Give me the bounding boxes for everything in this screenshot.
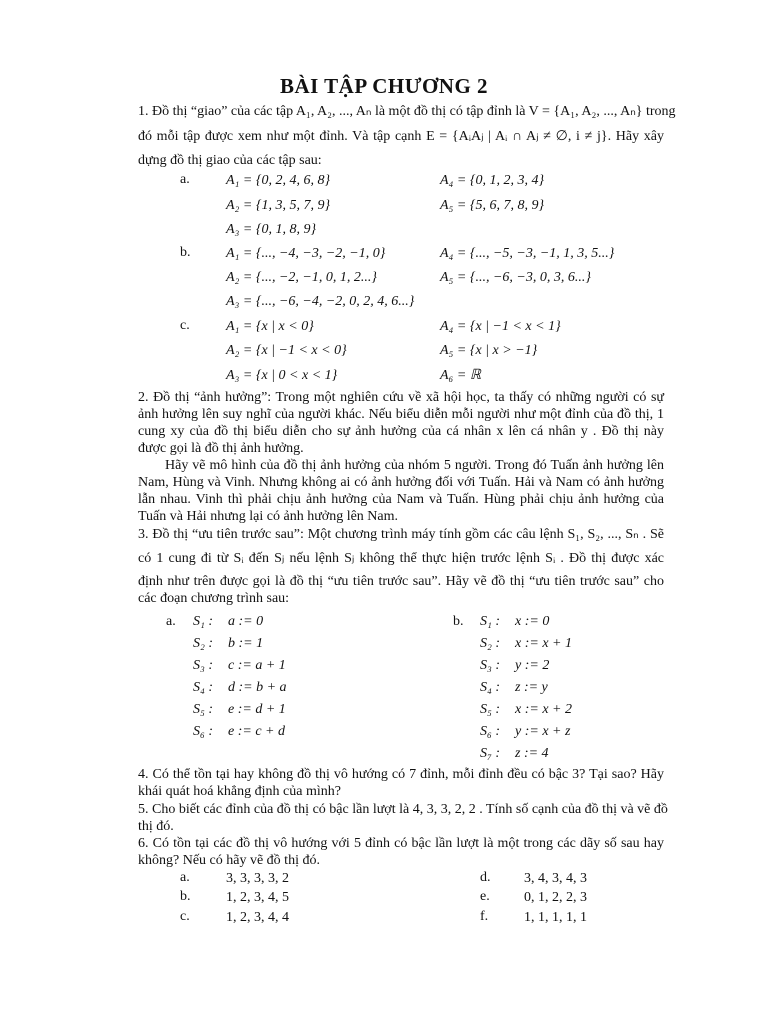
ex1-c-label: c. <box>180 318 190 333</box>
ex6-f-value: 1, 1, 1, 1, 1 <box>524 910 587 925</box>
ex6-b-value: 1, 2, 3, 4, 5 <box>226 890 289 905</box>
ex3-b-s6-name: S₆ : <box>480 724 501 739</box>
ex6-a-label: a. <box>180 870 190 885</box>
ex1-line-2: đó mỗi tập được xem như một đỉnh. Và tập cạnh E = {AᵢAⱼ | Aᵢ ∩ Aⱼ ≠ ∅, i ≠ j}. Hãy xây <box>138 129 664 144</box>
ex3-b-label: b. <box>453 614 464 629</box>
ex6-b-label: b. <box>180 889 191 904</box>
ex3-a-s4-name: S₄ : <box>193 680 214 695</box>
ex3-b-s7-expr: z := 4 <box>515 746 549 761</box>
ex1-a-label: a. <box>180 172 190 187</box>
ex1-a-set-1: A₁ = {0, 2, 4, 6, 8} <box>226 173 331 188</box>
page-title: BÀI TẬP CHƯƠNG 2 <box>279 74 489 98</box>
ex6-e-label: e. <box>480 889 490 904</box>
ex2-line-2: ảnh hưởng lên suy nghĩ của người khác. Nếu biểu diễn mỗi người như một đỉnh của đồ thị, 1 <box>138 407 664 422</box>
ex2-line-7: lẫn nhau. Vinh thì phải chịu ảnh hưởng của Nam và Tuấn. Hùng phải chịu ảnh hưởng của <box>138 492 664 507</box>
ex1-b-label: b. <box>180 245 191 260</box>
ex3-b-s3-name: S₃ : <box>480 658 501 673</box>
ex6-f-label: f. <box>480 909 489 924</box>
ex1-b-set-2: A₂ = {..., −2, −1, 0, 1, 2...} <box>226 270 377 285</box>
ex1-a-set-2: A₂ = {1, 3, 5, 7, 9} <box>226 198 331 213</box>
ex6-e-value: 0, 1, 2, 2, 3 <box>524 890 587 905</box>
ex3-b-s1-expr: x := 0 <box>515 614 550 629</box>
ex3-b-s3-expr: y := 2 <box>515 658 550 673</box>
ex3-b-s2-name: S₂ : <box>480 636 501 651</box>
ex1-line-3: dựng đồ thị giao của các tập sau: <box>138 153 322 168</box>
ex3-b-s5-name: S₅ : <box>480 702 501 717</box>
ex2-line-6: Nam, Hùng và Vinh. Nhưng không ai có ảnh hưởng đối với Tuấn. Hải và Nam có ảnh hưởng <box>138 475 664 490</box>
ex1-b-set-5: A₅ = {..., −6, −3, 0, 3, 6...} <box>440 270 591 285</box>
ex2-line-1: 2. Đồ thị “ảnh hưởng”: Trong một nghiên cứu về xã hội học, ta thấy có những người có sự <box>138 390 664 405</box>
ex3-b-s1-name: S₁ : <box>480 614 501 629</box>
ex1-c-set-3: A₃ = {x | 0 < x < 1} <box>226 368 338 383</box>
ex3-line-3: định như trên được gọi là đồ thị “ưu tiên trước sau”. Hãy vẽ đồ thị “ưu tiên trước sau” cho <box>138 574 664 589</box>
ex6-line-2: không? Nếu có hãy vẽ đồ thị đó. <box>138 853 320 868</box>
ex1-line-1: 1. Đồ thị “giao” của các tập A₁, A₂, ..., Aₙ là một đồ thị có tập đỉnh là V = {A₁, A₂, ..., Aₙ} trong <box>138 104 676 119</box>
ex3-a-s3-name: S₃ : <box>193 658 214 673</box>
ex1-c-set-5: A₅ = {x | x > −1} <box>440 343 538 358</box>
ex2-line-3: cung xy của đồ thị biểu diễn cho sự ảnh hưởng của cá nhân x lên cá nhân y . Đồ thị này <box>138 424 664 439</box>
ex6-a-value: 3, 3, 3, 3, 2 <box>226 871 289 886</box>
ex1-b-set-4: A₄ = {..., −5, −3, −1, 1, 3, 5...} <box>440 246 615 261</box>
ex3-b-s6-expr: y := x + z <box>515 724 571 739</box>
ex3-a-s2-name: S₂ : <box>193 636 214 651</box>
ex3-b-s5-expr: x := x + 2 <box>515 702 572 717</box>
ex3-a-s6-expr: e := c + d <box>228 724 285 739</box>
ex3-a-s3-expr: c := a + 1 <box>228 658 286 673</box>
ex6-line-1: 6. Có tồn tại các đồ thị vô hướng với 5 đỉnh có bậc lần lượt là một trong các dãy số sau hay <box>138 836 664 851</box>
ex1-b-set-3: A₃ = {..., −6, −4, −2, 0, 2, 4, 6...} <box>226 294 415 309</box>
ex2-line-8: Tuấn và Hải nhưng lại có ảnh hưởng lên Nam. <box>138 509 399 524</box>
ex3-a-s2-expr: b := 1 <box>228 636 264 651</box>
ex1-c-set-1: A₁ = {x | x < 0} <box>226 319 314 334</box>
ex2-line-5: Hãy vẽ mô hình của đồ thị ảnh hưởng của nhóm 5 người. Trong đó Tuấn ảnh hưởng lên <box>165 458 664 473</box>
ex1-c-set-2: A₂ = {x | −1 < x < 0} <box>226 343 347 358</box>
ex3-a-label: a. <box>166 614 176 629</box>
ex3-b-s2-expr: x := x + 1 <box>515 636 572 651</box>
ex3-line-2: có 1 cung đi từ Sᵢ đến Sⱼ nếu lệnh Sⱼ không thể thực hiện trước lệnh Sᵢ . Đồ thị được xác <box>138 551 664 566</box>
ex3-b-s7-name: S₇ : <box>480 746 501 761</box>
ex1-c-set-6: A₆ = ℝ <box>440 368 481 383</box>
ex1-a-set-5: A₅ = {5, 6, 7, 8, 9} <box>440 198 545 213</box>
ex2-line-4: được gọi là đồ thị ảnh hưởng. <box>138 441 304 456</box>
ex1-a-set-4: A₄ = {0, 1, 2, 3, 4} <box>440 173 545 188</box>
ex6-c-value: 1, 2, 3, 4, 4 <box>226 910 289 925</box>
ex3-b-s4-name: S₄ : <box>480 680 501 695</box>
ex3-a-s5-expr: e := d + 1 <box>228 702 286 717</box>
ex5-line-1: 5. Cho biết các đỉnh của đồ thị có bậc lần lượt là 4, 3, 3, 2, 2 . Tính số cạnh của đồ thị và vẽ đồ <box>138 802 668 817</box>
ex6-c-label: c. <box>180 909 190 924</box>
ex1-c-set-4: A₄ = {x | −1 < x < 1} <box>440 319 561 334</box>
ex6-d-value: 3, 4, 3, 4, 3 <box>524 871 587 886</box>
ex1-b-set-1: A₁ = {..., −4, −3, −2, −1, 0} <box>226 246 386 261</box>
ex5-line-2: thị đó. <box>138 819 174 834</box>
ex3-line-4: các đoạn chương trình sau: <box>138 591 290 606</box>
ex3-b-s4-expr: z := y <box>515 680 548 695</box>
ex6-d-label: d. <box>480 870 491 885</box>
ex1-a-set-3: A₃ = {0, 1, 8, 9} <box>226 222 317 237</box>
ex4-line-2: khái quát hoá khẳng định của mình? <box>138 784 341 799</box>
ex3-line-1: 3. Đồ thị “ưu tiên trước sau”: Một chương trình máy tính gồm các câu lệnh S₁, S₂, ..., Sₙ . Sẽ <box>138 527 664 542</box>
ex3-a-s5-name: S₅ : <box>193 702 214 717</box>
ex4-line-1: 4. Có thể tồn tại hay không đồ thị vô hướng có 7 đỉnh, mỗi đỉnh đều có bậc 3? Tại sao? Hãy <box>138 767 664 782</box>
ex3-a-s1-expr: a := 0 <box>228 614 264 629</box>
ex3-a-s4-expr: d := b + a <box>228 680 287 695</box>
ex3-a-s1-name: S₁ : <box>193 614 214 629</box>
ex3-a-s6-name: S₆ : <box>193 724 214 739</box>
